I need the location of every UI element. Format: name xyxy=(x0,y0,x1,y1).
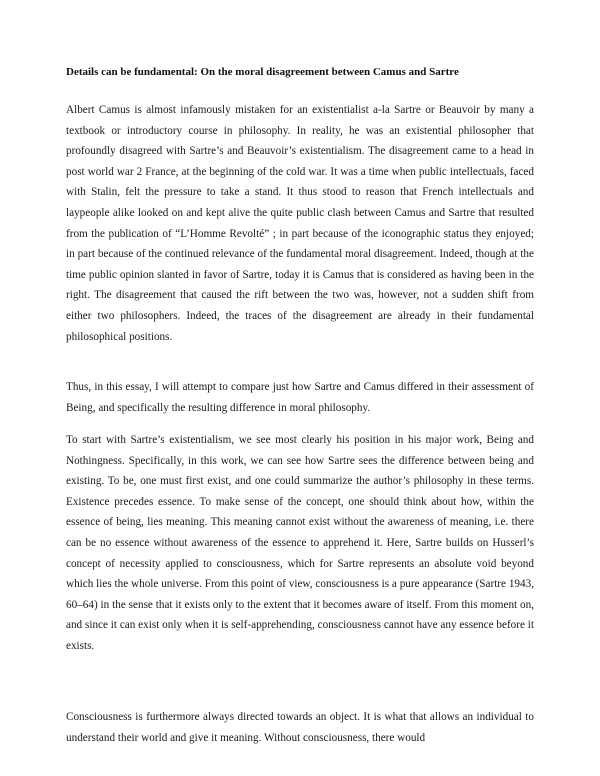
paragraph-intro: Albert Camus is almost infamously mistaken for an existentialist a-la Sartre or Beauvoir by many a textbook or introductory course in philosophy. In reality, he was an existential philosopher that profoundly disagreed with Sartre’s and Beauvoir’s existentialism. The disagreement came to a head in post world war 2 France, at the beginning of the cold war. It was a time when public intellectuals, faced with Stalin, felt the pressure to take a stand. It thus stood to reason that French intellectuals and laypeople alike looked on and kept alive the quite public clash between Camus and Sartre that resulted from the publication of “L’Homme Revolté” ; in part because of the iconographic status they enjoyed; in part because of the continued relevance of the fundamental moral disagreement. Indeed, though at the time public opinion slanted in favor of Sartre, today it is Camus that is considered as having been in the right. The disagreement that caused the rift between the two was, however, not a sudden shift from either two philosophers. Indeed, the traces of the disagreement are already in their fundamental philosophical positions. xyxy=(66,104,534,343)
paragraph-sartre-existentialism: To start with Sartre’s existentialism, we see most clearly his position in his major work, Being and Nothingness. Specifically, in this work, we can see how Sartre sees the difference between being and existing. To be, one must first exist, and one could summarize the author’s philosophy in these terms. Existence precedes essence. To make sense of the concept, one should think about how, within the essence of being, lies meaning. This meaning cannot exist without the awareness of meaning, i.e. there can be no essence without awareness of the essence to apprehend it. Here, Sartre builds on Husserl’s concept of necessity applied to consciousness, which for Sartre represents an absolute void beyond which lies the whole universe. From this point of view, consciousness is a pure appearance (Sartre 1943, 60–64) in the sense that it exists only to the extent that it becomes aware of itself. From this moment on, and since it can exist only when it is self-apprehending, consciousness cannot have any essence before it exists. xyxy=(66,434,534,652)
document-title: Details can be fundamental: On the moral disagreement between Camus and Sartre xyxy=(66,66,459,78)
paragraph-thesis: Thus, in this essay, I will attempt to compare just how Sartre and Camus differed in their assessment of Being, and specifically the resulting difference in moral philosophy. xyxy=(66,381,534,414)
paragraph-consciousness: Consciousness is furthermore always directed towards an object. It is what that allows an individual to understand their world and give it meaning. Without consciousness, there would xyxy=(66,711,534,744)
